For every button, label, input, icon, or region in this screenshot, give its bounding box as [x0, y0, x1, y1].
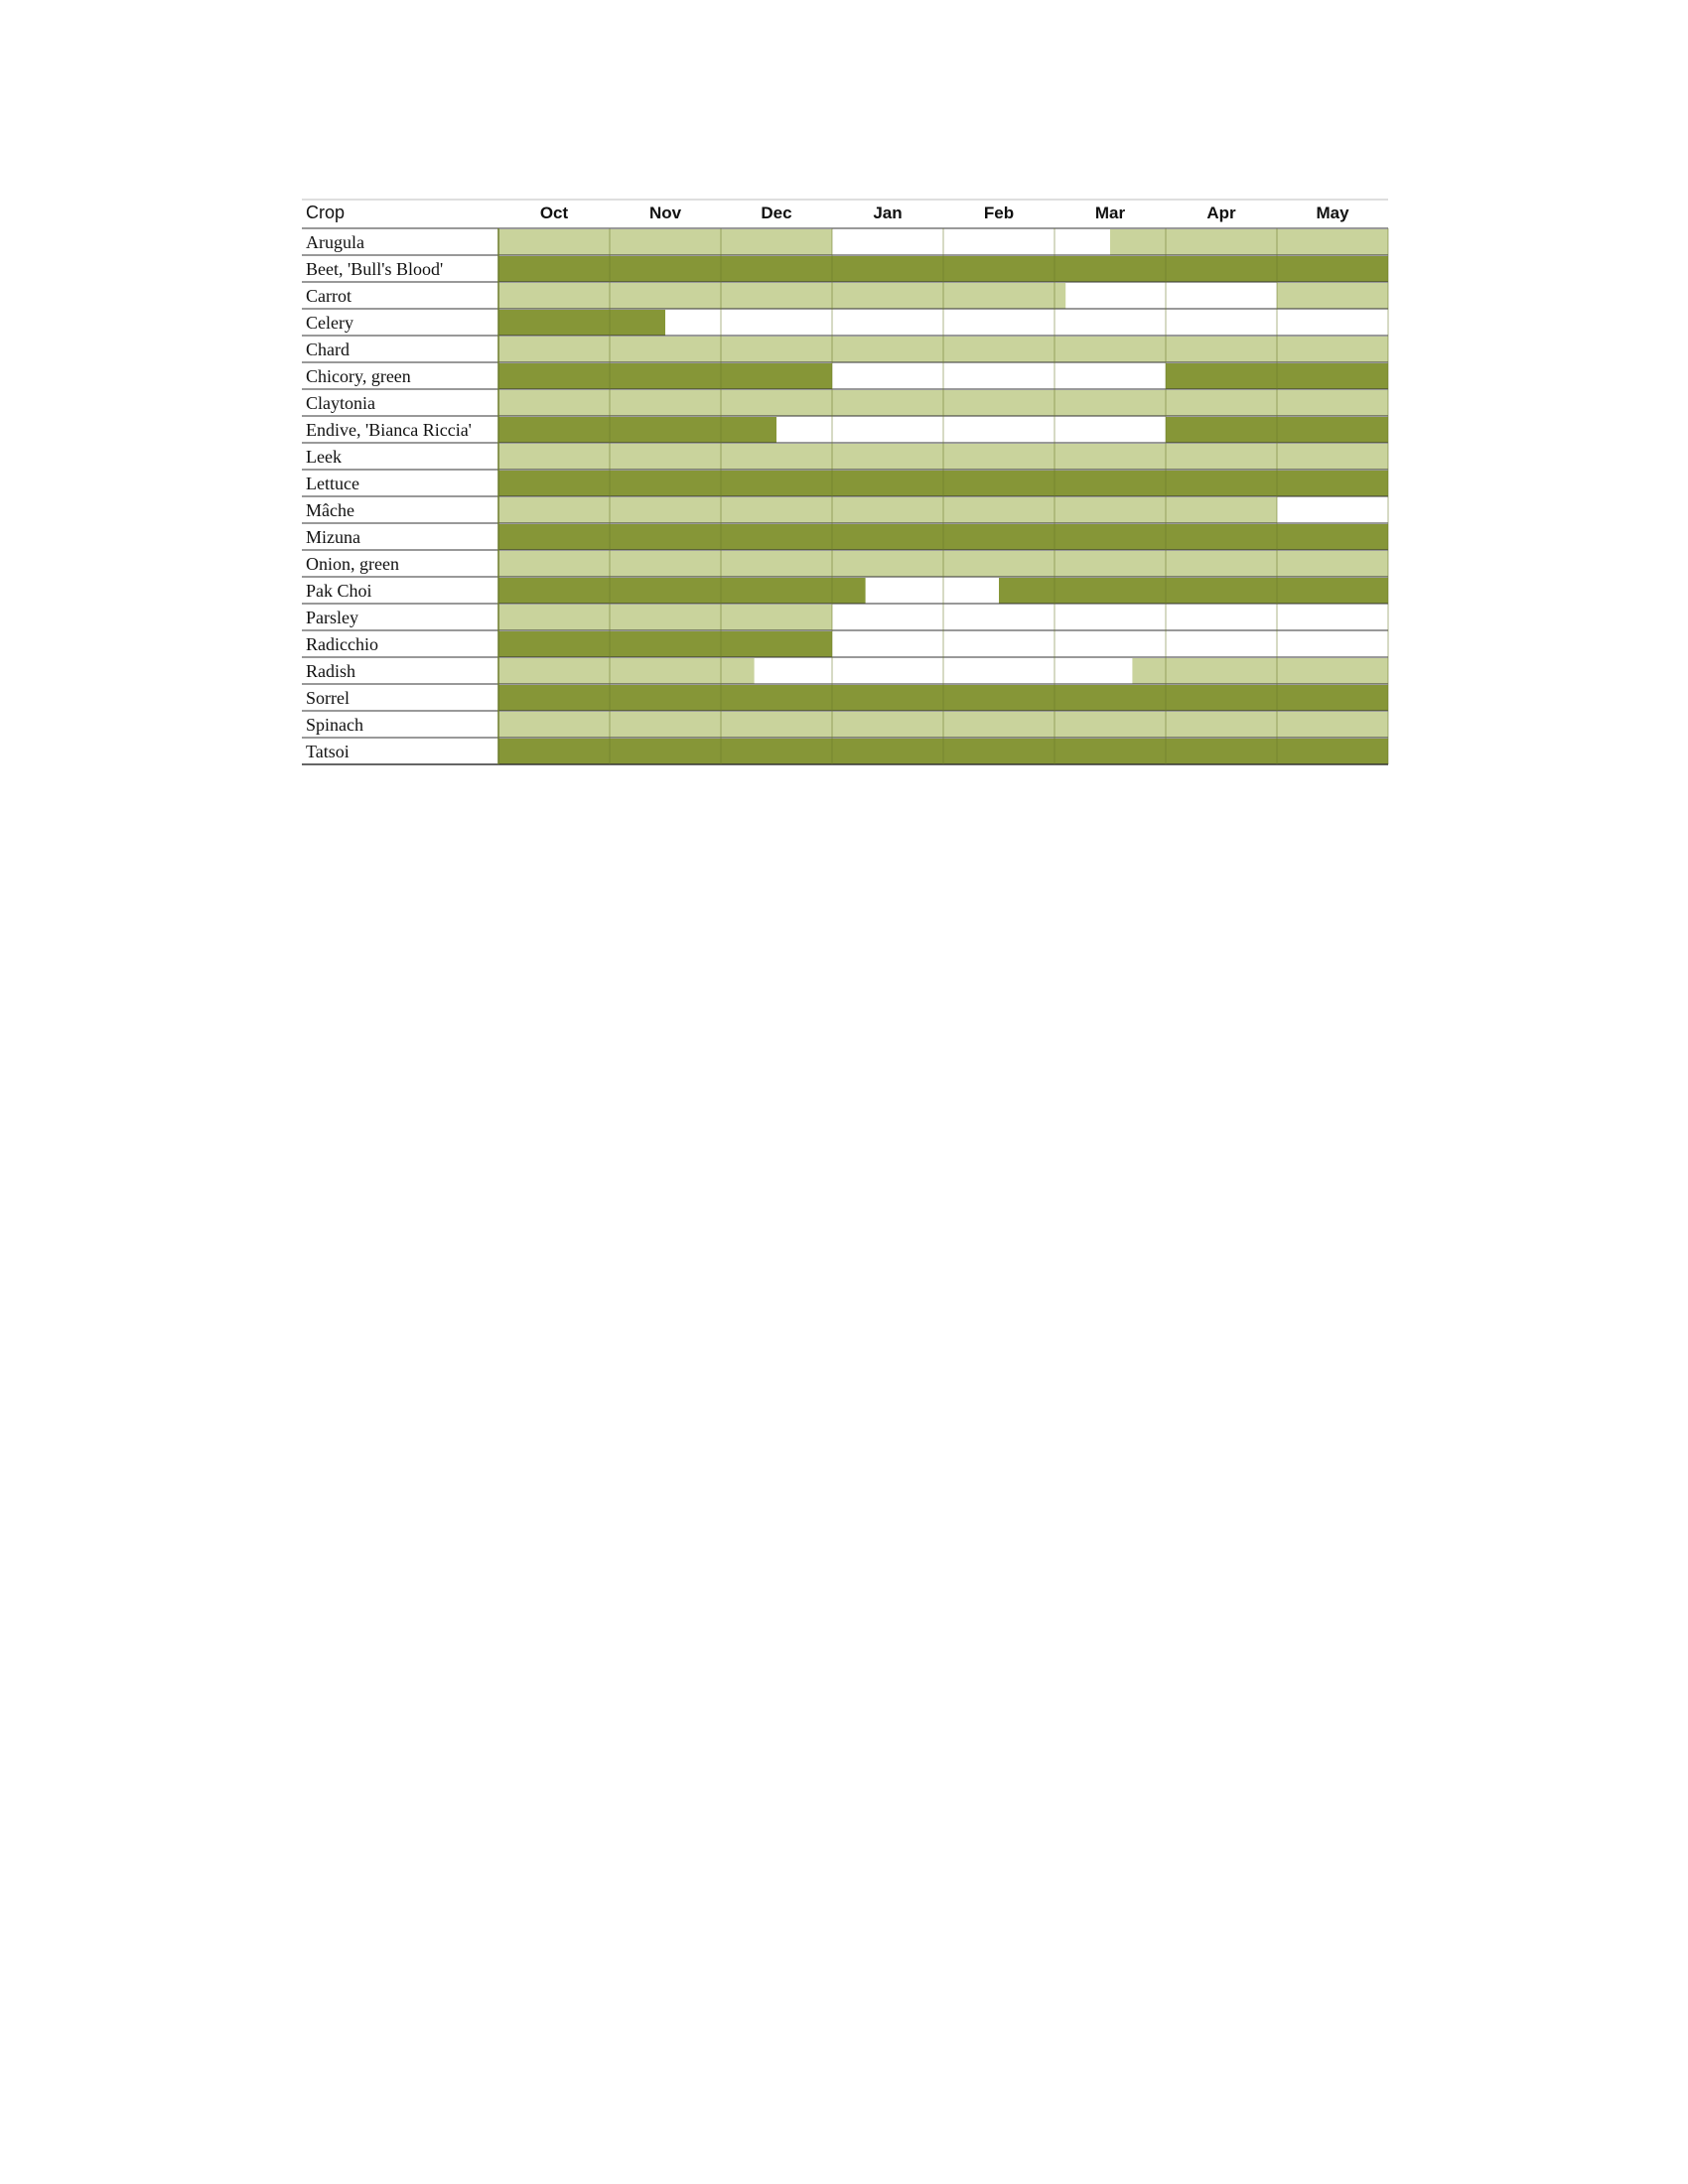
- crop-label-m-che: Mâche: [306, 500, 354, 520]
- crop-label-beet-bull-s-blood: Beet, 'Bull's Blood': [306, 259, 444, 279]
- bar-radish-2: [1132, 658, 1388, 684]
- bar-celery-1: [498, 310, 665, 336]
- bar-radicchio-1: [498, 631, 832, 657]
- month-label-nov: Nov: [648, 204, 682, 222]
- crop-label-chard: Chard: [306, 340, 350, 359]
- crop-label-carrot: Carrot: [306, 286, 352, 306]
- crop-label-parsley: Parsley: [306, 608, 358, 627]
- month-label-feb: Feb: [983, 204, 1015, 222]
- month-label-apr: Apr: [1206, 204, 1236, 222]
- crop-label-pak-choi: Pak Choi: [306, 581, 372, 601]
- crop-label-arugula: Arugula: [306, 232, 364, 252]
- month-label-mar: Mar: [1094, 204, 1126, 222]
- crop-label-spinach: Spinach: [306, 715, 363, 735]
- crop-label-leek: Leek: [306, 447, 342, 467]
- crop-label-endive-bianca-riccia: Endive, 'Bianca Riccia': [306, 420, 472, 440]
- crop-label-celery: Celery: [306, 313, 353, 333]
- crop-label-onion-green: Onion, green: [306, 554, 399, 574]
- crop-label-mizuna: Mizuna: [306, 527, 360, 547]
- bar-pak-choi-1: [498, 578, 866, 604]
- crop-label-tatsoi: Tatsoi: [306, 742, 350, 761]
- month-label-may: May: [1316, 204, 1349, 222]
- crop-label-radicchio: Radicchio: [306, 634, 378, 654]
- bar-arugula-1: [498, 229, 832, 255]
- bar-m-che-1: [498, 497, 1277, 523]
- crop-label-claytonia: Claytonia: [306, 393, 375, 413]
- crop-column-header: Crop: [306, 203, 346, 222]
- month-label-jan: Jan: [873, 204, 903, 222]
- crop-label-radish: Radish: [306, 661, 356, 681]
- bar-chicory-green-1: [498, 363, 832, 389]
- bar-carrot-1: [498, 283, 1065, 309]
- bar-arugula-2: [1110, 229, 1388, 255]
- crop-label-lettuce: Lettuce: [306, 474, 359, 493]
- month-header-row: [540, 204, 1349, 222]
- crop-label-sorrel: Sorrel: [306, 688, 350, 708]
- month-label-oct: Oct: [539, 204, 569, 222]
- bar-radish-1: [498, 658, 755, 684]
- bar-pak-choi-2: [999, 578, 1388, 604]
- bar-parsley-1: [498, 605, 832, 630]
- month-label-dec: Dec: [761, 204, 792, 222]
- bar-endive-bianca-riccia-1: [498, 417, 776, 443]
- crop-label-chicory-green: Chicory, green: [306, 366, 411, 386]
- bar-carrot-2: [1277, 283, 1388, 309]
